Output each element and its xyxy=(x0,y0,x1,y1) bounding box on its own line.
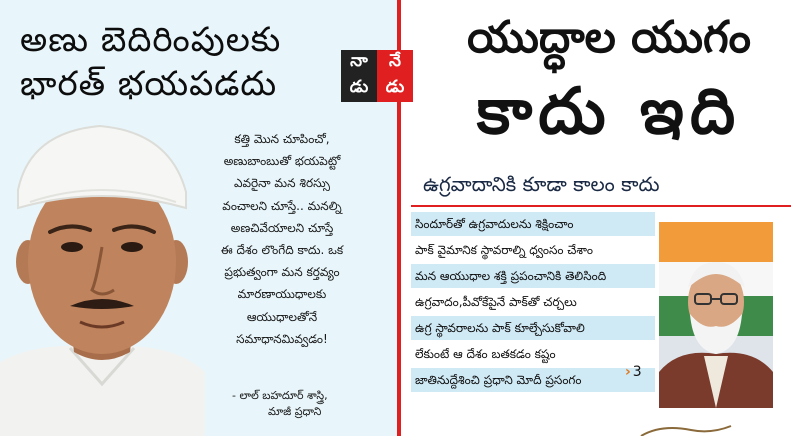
quote-line: ఆయుధాలతోనే xyxy=(246,309,318,324)
page-reference xyxy=(625,364,642,380)
chevron-right-icon: › xyxy=(625,364,631,380)
quote-line: వంచాలని చూస్తే.. మనల్ని xyxy=(222,198,342,213)
bullet-item: జాతినుద్దేశించి ప్రధాని మోదీ ప్రసంగం xyxy=(411,368,655,392)
quote-byline xyxy=(232,388,382,420)
bottom-sketch xyxy=(411,424,791,436)
bullet-item: లేకుంటే ఆ దేశం బతకడం కష్టం xyxy=(415,347,556,361)
quote-line: ఈ దేశం లొంగేది కాదు. ఒక xyxy=(220,243,344,258)
badge-cell: డు xyxy=(377,76,413,102)
quote-line: కత్తి మొన చూపించో, xyxy=(234,132,330,146)
quote-line: ఎవరైనా మన శిరస్సు xyxy=(233,176,331,191)
page-reference-number: 3 xyxy=(632,364,642,380)
bullet-item: సిందూర్‌తో ఉగ్రవాదులను శిక్షించాం xyxy=(411,212,655,236)
quote-line: అణచివేయాలని చూస్తే xyxy=(230,220,334,235)
bullet-item: ఉగ్ర స్థావరాలను పాక్ కూల్చేసుకోవాలి xyxy=(411,316,655,340)
byline-title: మాజీ ప్రధాని xyxy=(268,405,322,418)
shastri-portrait xyxy=(0,112,205,436)
bullet-item: ఉగ్రవాదం,పీవోకేపైనే పాక్‌తో చర్చలు xyxy=(415,295,577,309)
quote-line: మారణాయుధాలకు xyxy=(237,287,327,302)
naa-nedu-badge xyxy=(341,50,413,102)
badge-cell: నే xyxy=(377,50,413,76)
modi-photo xyxy=(659,222,773,408)
left-headline-line-2: భారత్ భయపడదు xyxy=(20,64,278,104)
left-headline-line-1: అణు బెదిరింపులకు xyxy=(20,20,282,60)
flag-saffron xyxy=(659,222,773,262)
left-panel xyxy=(0,0,397,436)
quote-line: ప్రభుత్వంగా మన కర్తవ్యం xyxy=(224,265,340,280)
quote-line: సమాధానమివ్వడం! xyxy=(236,331,328,346)
portrait-eye-right xyxy=(121,242,143,252)
portrait-eye-left xyxy=(61,242,83,252)
byline-name: - లాల్ బహదూర్ శాస్త్రి, xyxy=(232,389,328,402)
sub-headline: ఉగ్రవాదానికి కూడా కాలం కాదు xyxy=(423,172,660,196)
bullet-item: మన ఆయుధాల శక్తి ప్రపంచానికి తెలిసింది xyxy=(411,264,655,288)
news-bullets xyxy=(411,212,655,394)
badge-cell: నా xyxy=(341,50,377,76)
left-headline xyxy=(20,18,340,106)
main-headline-line-2: కాదు ఇది xyxy=(476,75,742,149)
quote-line: అణుబాంబుతో భయపెట్టో xyxy=(223,154,341,169)
shastri-quote xyxy=(196,128,368,350)
portrait-cap xyxy=(18,126,186,208)
sub-headline-rule xyxy=(411,205,791,207)
badge-cell: డు xyxy=(341,76,377,102)
main-headline-line-1: యుద్ధాల యుగం xyxy=(467,12,751,63)
right-panel xyxy=(401,0,800,436)
bullet-item: పాక్ వైమానిక స్థావరాల్ని ధ్వంసం చేశాం xyxy=(415,243,593,257)
